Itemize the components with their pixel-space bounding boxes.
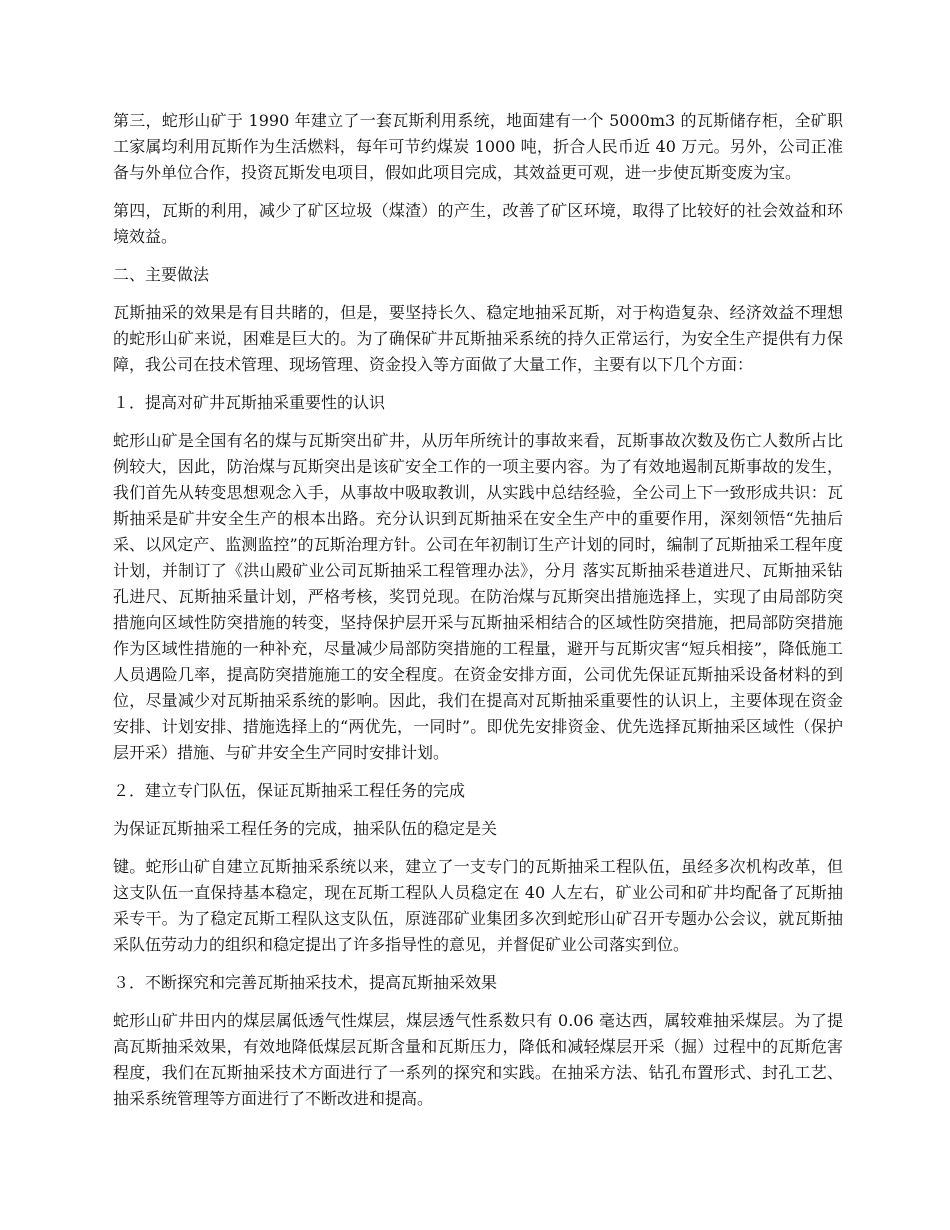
paragraph-practices-intro: 瓦斯抽采的效果是有目共睹的，但是，要坚持长久、稳定地抽采瓦斯，对于构造复杂、经济效益不理想的蛇形山矿来说，困难是巨大的。为了确保矿井瓦斯抽采系统的持久正常运行，为安全生产提供有力保障，我公司在技术管理、现场管理、资金投入等方面做了大量工作，主要有以下几个方面： [113, 303, 843, 374]
document-body [113, 108, 843, 1124]
paragraph-gas-utilization-system: 第三，蛇形山矿于 1990 年建立了一套瓦斯利用系统，地面建有一个 5000m3 的瓦斯储存柜，全矿职工家属均利用瓦斯作为生活燃料，每年可节约煤炭 1000 吨，折合人民币近 40 万元。另外，公司正准备与外单位合作，投资瓦斯发电项目，假如此项目完成，其效益更可观，进一步使瓦斯变废为宝。 [113, 111, 843, 182]
paragraph-environmental-benefit: 第四，瓦斯的利用，减少了矿区垃圾（煤渣）的产生，改善了矿区环境，取得了比较好的社会效益和环境效益。 [113, 201, 843, 246]
subheading-1: １．提高对矿井瓦斯抽采重要性的认识 [113, 393, 386, 412]
paragraph-awareness: 蛇形山矿是全国有名的煤与瓦斯突出矿井，从历年所统计的事故来看，瓦斯事故次数及伤亡人数所占比例较大，因此，防治煤与瓦斯突出是该矿安全工作的一项主要内容。为了有效地遏制瓦斯事故的发生，我们首先从转变思想观念入手，从事故中吸取教训，从实践中总结经验，全公司上下一致形成共识：瓦斯抽采是矿井安全生产的根本出路。充分认识到瓦斯抽采在安全生产中的重要作用，深刻领悟“先抽后采、以风定产、监测监控”的瓦斯治理方针。公司在年初制订生产计划的同时，编制了瓦斯抽采工程年度计划，并制订了《洪山殿矿业公司瓦斯抽采工程管理办法》，分月 落实瓦斯抽采巷道进尺、瓦斯抽采钻孔进尺、瓦斯抽采量计划，严格考核，奖罚兑现。在防治煤与瓦斯突出措施选择上，实现了由局部防突措施向区域性防突措施的转变，坚持保护层开采与瓦斯抽采相结合的区域性防突措施，把局部防突措施作为区域性措施的一种补充，尽量减少局部防突措施的工程量，避开与瓦斯灾害“短兵相接”，降低施工人员遇险几率，提高防突措施施工的安全程度。在资金安排方面，公司优先保证瓦斯抽采设备材料的到位，尽量减少对瓦斯抽采系统的影响。因此，我们在提高对瓦斯抽采重要性的认识上，主要体现在资金安排、计划安排、措施选择上的“两优先，一同时”。即优先安排资金、优先选择瓦斯抽采区域性（保护层开采）措施、与矿井安全生产同时安排计划。 [113, 431, 843, 762]
section-heading-main-practices: 二、主要做法 [113, 265, 210, 284]
paragraph-team-details: 键。蛇形山矿自建立瓦斯抽采系统以来，建立了一支专门的瓦斯抽采工程队伍，虽经多次机构改革，但这支队伍一直保持基本稳定，现在瓦斯工程队人员稳定在 40 人左右，矿业公司和矿井均配备了瓦斯抽采专干。为了稳定瓦斯工程队这支队伍，原涟邵矿业集团多次到蛇形山矿召开专题办公会议，就瓦斯抽采队伍劳动力的组织和稳定提出了许多指导性的意见，并督促矿业公司落实到位。 [113, 857, 843, 954]
paragraph-technology: 蛇形山矿井田内的煤层属低透气性煤层，煤层透气性系数只有 0.06 毫达西，属较难抽采煤层。为了提高瓦斯抽采效果，有效地降低煤层瓦斯含量和瓦斯压力，降低和减轻煤层开采（掘）过程中的瓦斯危害程度，我们在瓦斯抽采技术方面进行了一系列的探究和实践。在抽采方法、钻孔布置形式、封孔工艺、抽采系统管理等方面进行了不断改进和提高。 [113, 1011, 843, 1108]
paragraph-team-intro: 为保证瓦斯抽采工程任务的完成，抽采队伍的稳定是关 [113, 819, 498, 838]
subheading-2: ２．建立专门队伍，保证瓦斯抽采工程任务的完成 [113, 781, 466, 800]
subheading-3: ３．不断探究和完善瓦斯抽采技术，提高瓦斯抽采效果 [113, 973, 498, 992]
